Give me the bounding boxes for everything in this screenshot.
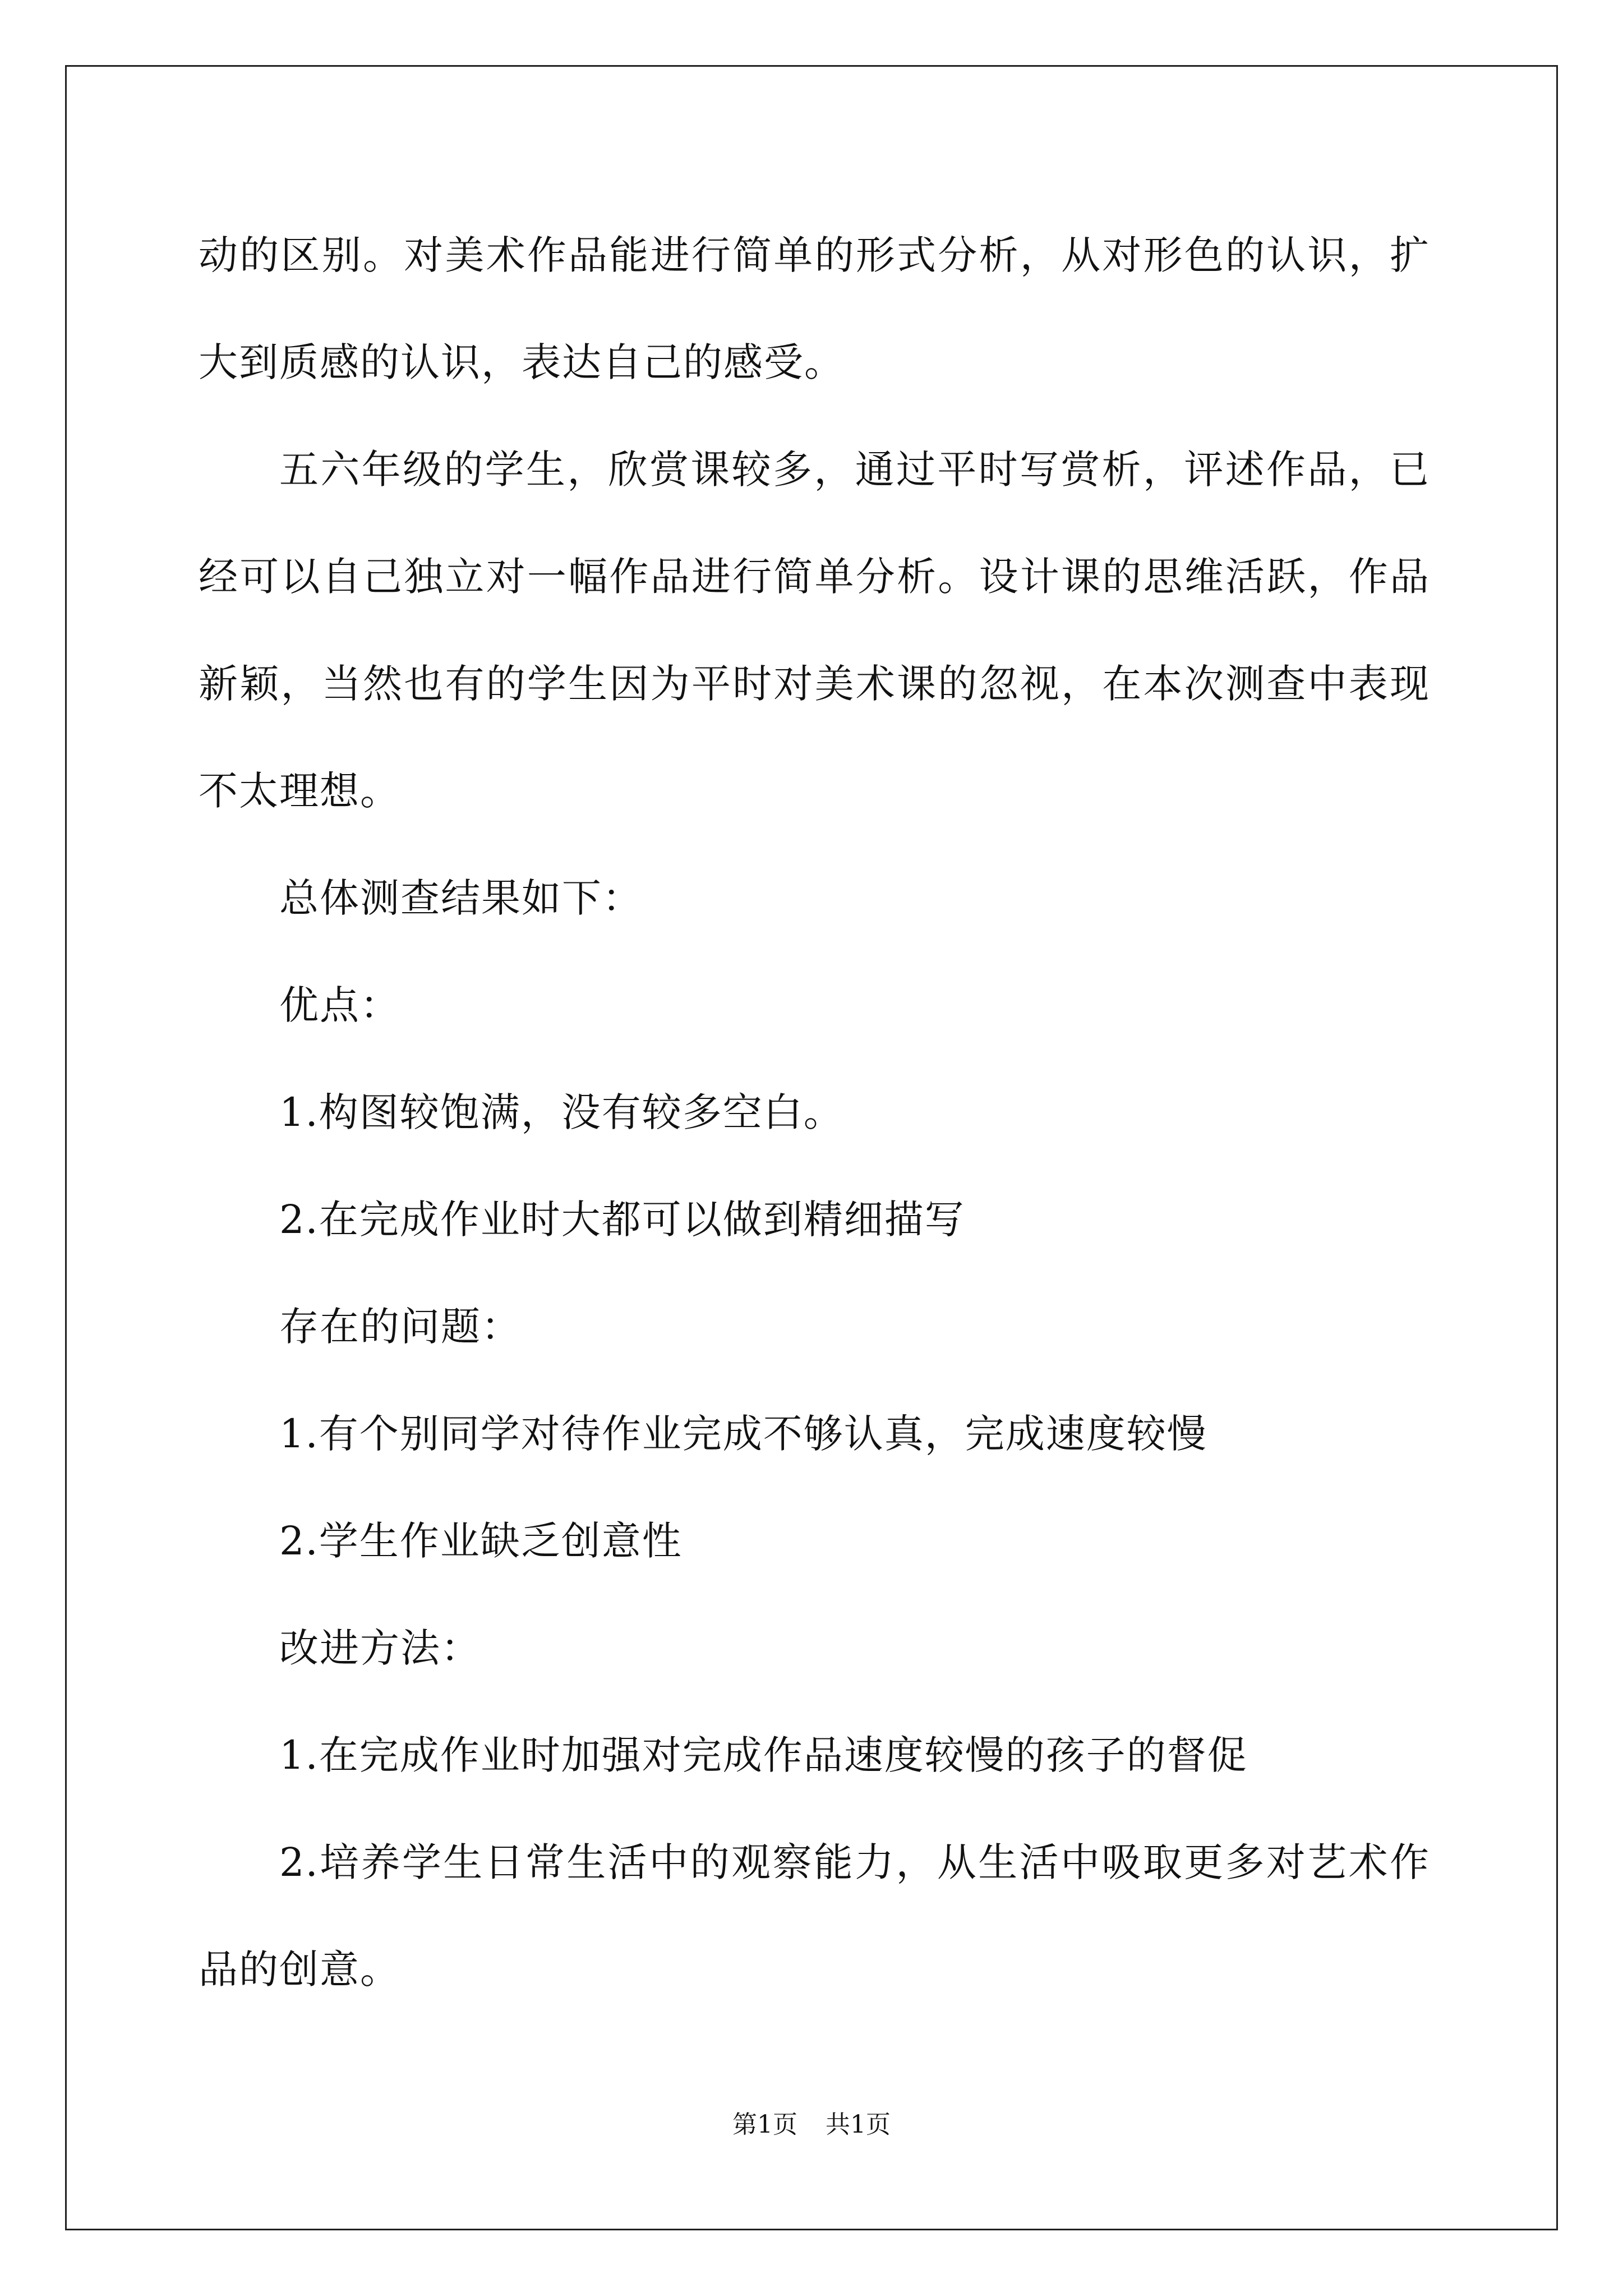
list-item-strength-2: 2.在完成作业时大都可以做到精细描写 [279,1197,965,1243]
section-heading-improvements: 改进方法： [279,1625,481,1671]
page-number-total: 共1页 [826,2110,891,2139]
page-footer [0,2108,1623,2142]
list-item-strength-1: 1.构图较饱满，没有较多空白。 [279,1089,844,1135]
paragraph-1: 动的区别。对美术作品能进行简单的形式分析，从对形色的认识，扩大到质感的认识，表达自己的感受。 [199,232,1430,385]
list-item-improvement-1: 1.在完成作业时加强对完成作品速度较慢的孩子的督促 [279,1732,1248,1778]
section-heading-problems: 存在的问题： [279,1304,522,1350]
paragraph-2: 五六年级的学生，欣赏课较多，通过平时写赏析，评述作品，已经可以自己独立对一幅作品进行简单分析。设计课的思维活跃，作品新颖，当然也有的学生因为平时对美术课的忽视，在本次测查中表现不太理想。 [199,447,1430,814]
section-heading-overall-results: 总体测查结果如下： [279,875,643,921]
list-item-problem-2: 2.学生作业缺乏创意性 [279,1518,683,1564]
section-heading-strengths: 优点： [279,982,400,1028]
document-body [199,202,1430,2023]
list-item-problem-1: 1.有个别同学对待作业完成不够认真，完成速度较慢 [279,1411,1207,1457]
list-item-improvement-2: 2.培养学生日常生活中的观察能力，从生活中吸取更多对艺术作品的创意。 [199,1839,1430,1993]
page-number-current: 第1页 [732,2110,797,2139]
